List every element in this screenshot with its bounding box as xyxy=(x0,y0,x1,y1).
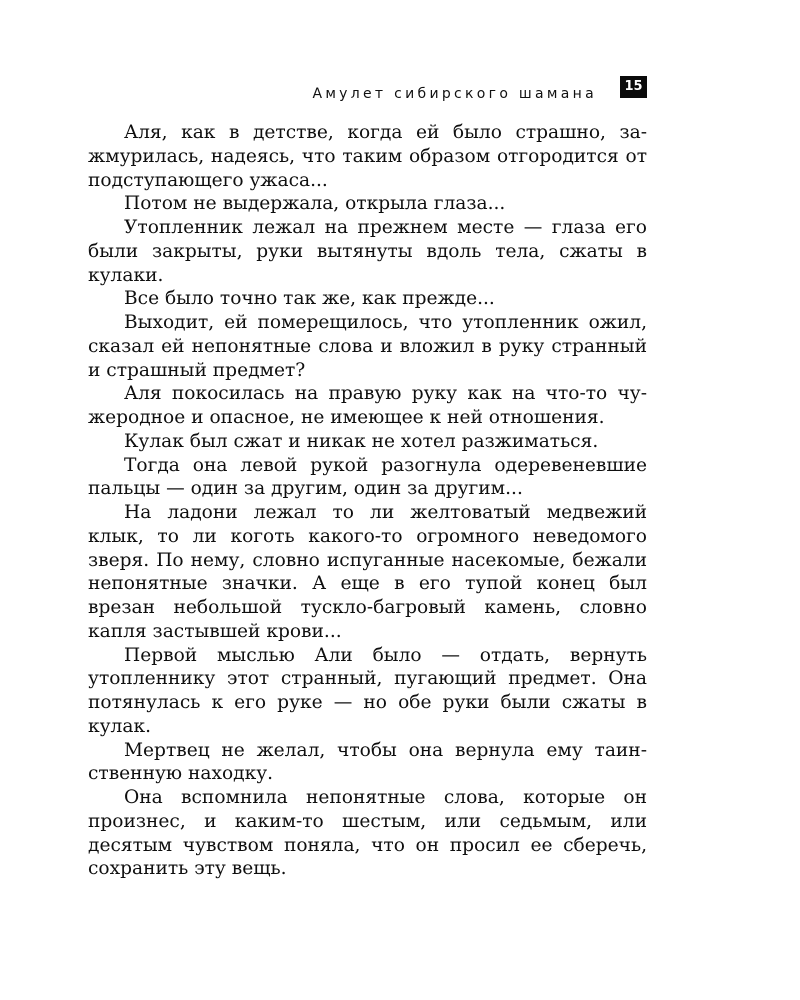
paragraph: Все было точно так же, как прежде... xyxy=(124,288,495,310)
paragraph: На ладони лежал то ли желтоватый медвежий клык, то ли коготь какого-то огромного неведомого зверя. По нему, словно испуганные насекомые, бежали непонятные значки. А еще в его тупой конец был врезан небольшой тускло-багровый камень, словно капля застывшей крови... xyxy=(88,502,647,642)
running-title: Амулет сибирского шамана xyxy=(312,86,597,102)
paragraph: Кулак был сжат и никак не хотел разжиматься. xyxy=(124,430,599,452)
running-header xyxy=(88,76,647,106)
paragraph: Аля покосилась на правую руку как на что-то чужеродное и опасное, не имеющее к ней отношения. xyxy=(88,383,647,428)
paragraph: Тогда она левой рукой разогнула одеревеневшие пальцы — один за другим, один за другим... xyxy=(88,454,647,500)
paragraph: Выходит, ей померещилось, что утопленник ожил, сказал ей непонятные слова и вложил в руку странный и страшный предмет? xyxy=(88,312,647,381)
paragraph: Она вспомнила непонятные слова, которые он произнес, и каким-то шестым, или седьмым, или десятым чувством поняла, что он просил ее сберечь, сохранить эту вещь. xyxy=(88,787,647,880)
paragraph: Утопленник лежал на прежнем месте — глаза его были закрыты, руки вытянуты вдоль тела, сжаты в кулаки. xyxy=(88,217,647,286)
page-number-badge: 15 xyxy=(620,76,647,98)
paragraph: Мертвец не желал, чтобы она вернула ему таинственную находку. xyxy=(88,739,647,785)
paragraph: Первой мыслью Али было — отдать, вернуть утопленнику этот странный, пугающий предмет. Она потянулась к его руке — но обе руки были сжаты в кулак. xyxy=(88,644,647,737)
body-text xyxy=(88,121,647,881)
paragraph: Аля, как в детстве, когда ей было страшно, зажмурилась, надеясь, что таким образом отгородится от подступающего ужаса... xyxy=(88,122,647,191)
paragraph: Потом не выдержала, открыла глаза... xyxy=(124,193,506,215)
